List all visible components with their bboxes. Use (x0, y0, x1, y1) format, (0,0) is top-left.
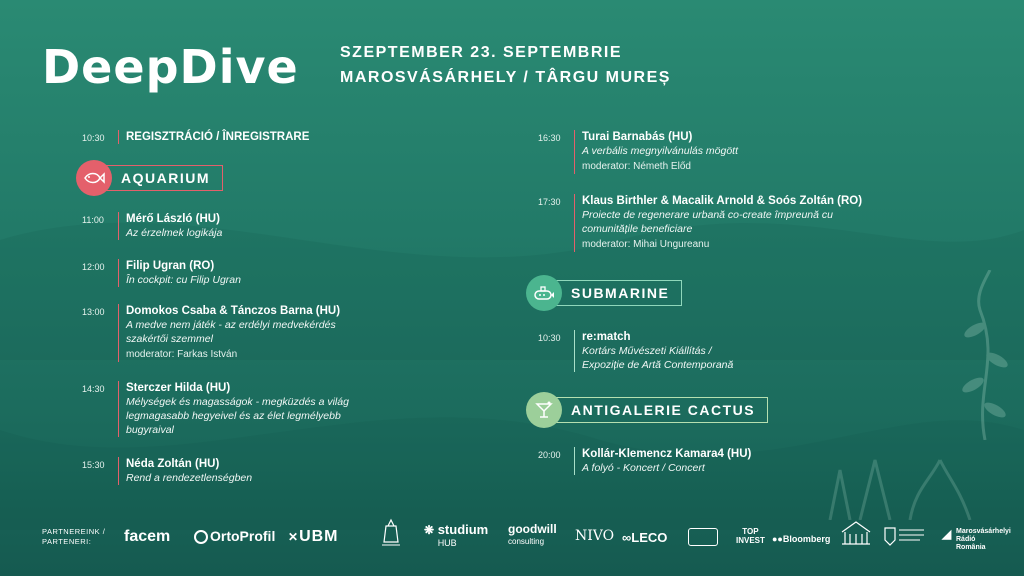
partner-logo-radio (944, 528, 1011, 552)
partner-logo-building (840, 520, 872, 546)
partner-subname: Rádió (956, 536, 976, 543)
item-title: Sterczer Hilda (HU) (126, 382, 231, 394)
leco-icon: ∞ (622, 530, 632, 545)
studium-icon: ❋ (424, 523, 435, 537)
item-subtitle: Rend a rendezetlenségben (126, 472, 253, 484)
agenda-item (82, 457, 252, 485)
item-subtitle: În cockpit: cu Filip Ugran (126, 274, 241, 286)
event-city: MAROSVÁSÁRHELY / TÂRGU MUREȘ (340, 69, 671, 86)
agenda-item (82, 381, 349, 437)
item-title: Domokos Csaba & Tánczos Barna (HU) (126, 305, 341, 317)
deepdive-logo (42, 40, 299, 94)
item-subtitle: szakértői szemmel (126, 333, 213, 345)
item-moderator: moderator: Farkas István (126, 349, 238, 360)
item-moderator: moderator: Mihai Ungureanu (582, 239, 710, 250)
submarine-icon (526, 275, 562, 311)
partner-name: TOP (742, 527, 759, 536)
item-moderator: moderator: Németh Előd (582, 161, 691, 172)
time-label: 20:00 (538, 450, 561, 460)
bloomberg-icon: ●● (772, 534, 783, 544)
agenda-item (538, 130, 738, 174)
agenda-item (82, 304, 340, 362)
item-title: Klaus Birthler & Macalik Arnold & Soós Zoltán (RO) (582, 195, 863, 207)
item-title: Kollár-Klemencz Kamara4 (HU) (582, 448, 752, 460)
time-label: 13:00 (82, 307, 105, 317)
item-subtitle: A verbális megnyilvánulás mögött (582, 145, 739, 157)
item-subtitle: legmagasabb hegyeivel és az élet legmélyebb (126, 410, 341, 422)
agenda-item (538, 194, 862, 252)
time-label: 15:30 (82, 460, 105, 470)
partner-logo-akademia-crest (376, 518, 406, 548)
item-title: re:match (582, 331, 631, 343)
partner-logo-ubm (288, 528, 339, 546)
partners-label-line: PARTENERI: (42, 537, 92, 546)
item-subtitle: Proiecte de regenerare urbană co-create împreună cu (582, 209, 833, 221)
partner-subname: România (956, 544, 986, 551)
agenda-item-registration (82, 130, 309, 144)
partner-name: UBM (299, 528, 339, 545)
agenda-item (538, 447, 751, 475)
partner-logo-top-invest (736, 527, 765, 545)
fish-icon (76, 160, 112, 196)
item-subtitle: Kortárs Művészeti Kiállítás / (582, 345, 712, 357)
partner-name: Marosvásárhelyi (956, 528, 1011, 535)
time-label: 10:30 (82, 133, 105, 143)
item-title: Mérő László (HU) (126, 213, 220, 225)
section-title: ANTIGALERIE CACTUS (552, 397, 768, 423)
item-title: Filip Ugran (RO) (126, 260, 215, 272)
time-label: 10:30 (538, 333, 561, 343)
item-subtitle: comunitățile beneficiare (582, 223, 693, 235)
partner-subname: HUB (437, 538, 457, 548)
partner-logo-city-hall (882, 524, 926, 550)
partner-name: OrtoProfil (210, 528, 276, 544)
ubm-icon: ✕ (288, 530, 300, 544)
time-label: 11:00 (82, 215, 104, 225)
partner-logo-goodwill (508, 524, 557, 547)
time-label: 14:30 (82, 384, 105, 394)
section-title: AQUARIUM (102, 165, 223, 191)
item-title: Néda Zoltán (HU) (126, 458, 220, 470)
partners-label (42, 527, 105, 547)
item-title: Turai Barnabás (HU) (582, 131, 693, 143)
section-submarine (526, 275, 682, 311)
partner-logo-bloomberg (772, 534, 830, 544)
partner-logo-leco (622, 530, 667, 545)
seaweed-decoration (945, 270, 1015, 440)
time-label: 16:30 (538, 133, 561, 143)
ortoprofil-icon (194, 530, 208, 544)
section-title: SUBMARINE (552, 280, 682, 306)
partner-logo-facem: facem (124, 528, 171, 545)
item-subtitle: Mélységek és magasságok - megküzdés a világ (126, 396, 349, 408)
item-subtitle: A medve nem játék - az erdélyi medvekérdés (126, 319, 336, 331)
partner-subname: consulting (508, 537, 545, 546)
time-label: 12:00 (82, 262, 105, 272)
agenda-item (538, 330, 733, 372)
partner-name: Bloomberg (782, 534, 831, 544)
event-date: SZEPTEMBER 23. SEPTEMBRIE (340, 44, 622, 61)
section-aquarium (76, 160, 223, 196)
item-subtitle: Expoziție de Artă Contemporană (582, 359, 734, 371)
time-label: 17:30 (538, 197, 561, 207)
cocktail-icon (526, 392, 562, 428)
partner-name: goodwill (508, 522, 557, 536)
partner-name: LECO (631, 530, 668, 545)
item-subtitle: bugyraival (126, 424, 174, 436)
item-subtitle: Az érzelmek logikája (126, 227, 223, 239)
partner-logo-studium-hub (424, 524, 488, 549)
partners-label-line: PARTNEREINK / (42, 527, 106, 536)
partner-logo-nivo: NIVO (575, 528, 615, 544)
coral-decoration (820, 440, 980, 520)
agenda-item (82, 212, 222, 240)
partner-subname: INVEST (736, 536, 765, 545)
item-title: REGISZTRÁCIÓ / ÎNREGISTRARE (126, 131, 310, 143)
section-antigalerie-cactus (526, 392, 768, 428)
radio-icon: ◢ (942, 527, 952, 541)
item-subtitle: A folyó - Koncert / Concert (582, 462, 705, 474)
partner-name: studium (437, 522, 489, 537)
partner-logo-badge (688, 528, 718, 546)
logo-text: DeepDive (42, 40, 299, 94)
agenda-item (82, 259, 241, 287)
partner-logo-ortoprofil (194, 528, 275, 544)
